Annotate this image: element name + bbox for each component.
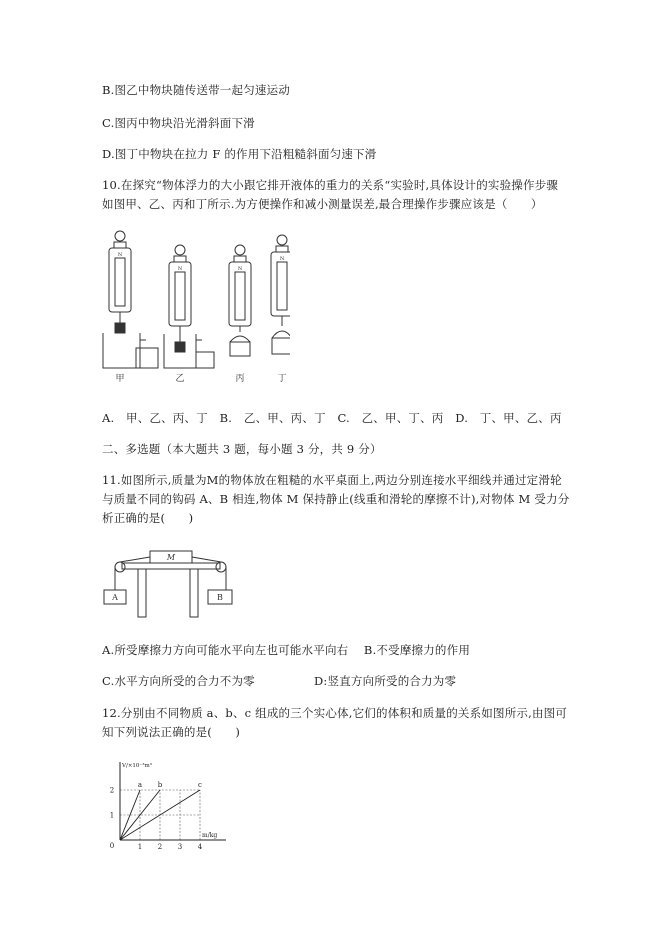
- label-yi: 乙: [175, 374, 185, 384]
- x-tick-label: 4: [197, 843, 203, 850]
- q10-figure: [100, 228, 290, 388]
- series-line-a: [120, 790, 140, 840]
- q10-stem-line1: 10.在探究“物体浮力的大小跟它排开液体的重力的关系“实验时,具体设计的实验操作步骤: [102, 178, 559, 192]
- q12-chart: [100, 758, 230, 850]
- label-jia: 甲: [115, 374, 125, 384]
- q11-stem-line3: 析正确的是( ): [102, 511, 194, 525]
- scale-mark-2: N: [177, 266, 183, 272]
- q10-options: A. 甲、乙、丙、丁 B. 乙、甲、丙、丁 C. 乙、甲、丁、丙 D. 丁、甲、乙、丙: [102, 411, 562, 425]
- series-label-c: c: [198, 781, 202, 789]
- series-label-b: b: [157, 781, 163, 789]
- q11-figure: [100, 545, 240, 620]
- q11-stem-line1: 11.如图所示,质量为M的物体放在粗糙的水平桌面上,两边分别连接水平细线并通过定滑轮: [102, 473, 562, 487]
- weight-b-label: B: [217, 593, 223, 602]
- q11-options-ab: A.所受摩擦力方向可能水平向左也可能水平向右 B.不受摩擦力的作用: [102, 643, 471, 657]
- scale-mark-4: N: [279, 256, 285, 262]
- section-heading: 二、多选题（本大题共 3 题，每小题 3 分，共 9 分）: [102, 442, 382, 456]
- q11-stem-line2: 与质量不同的钩码 A、B 相连,物体 M 保持静止(线重和滑轮的摩擦不计),对物体 M 受力分: [102, 492, 570, 506]
- y-axis-label: V/×10⁻³m³: [122, 763, 152, 769]
- x-tick-label: 1: [137, 843, 143, 850]
- y-tick-label: 2: [109, 786, 115, 795]
- option-c-text: C.图丙中物块沿光滑斜面下滑: [102, 116, 255, 130]
- q11-option-d: D:竖直方向所受的合力为零: [314, 674, 457, 688]
- option-b-text: B.图乙中物块随传送带一起匀速运动: [102, 83, 291, 97]
- scale-mark-3: N: [237, 266, 243, 272]
- label-ding: 丁: [277, 374, 287, 384]
- x-axis-label: m/kg: [202, 832, 218, 839]
- label-bing: 丙: [235, 374, 245, 384]
- q11-option-c: C.水平方向所受的合力不为零: [102, 674, 255, 688]
- q12-stem-line2: 知下列说法正确的是( ): [102, 725, 241, 739]
- q10-stem-line2: 如图甲、乙、丙和丁所示.为方便操作和减小测量误差,最合理操作步骤应该是（ ）: [102, 197, 543, 211]
- origin-label: 0: [109, 842, 115, 850]
- x-tick-label: 2: [157, 843, 163, 850]
- block-m-label: M: [166, 553, 176, 562]
- x-tick-label: 3: [177, 843, 183, 850]
- series-label-a: a: [137, 781, 143, 789]
- weight-a-label: A: [112, 593, 118, 602]
- y-tick-label: 1: [109, 811, 115, 820]
- scale-mark-1: N: [117, 252, 123, 258]
- q12-stem-line1: 12.分别由不同物质 a、b、c 组成的三个实心体,它们的体积和质量的关系如图所示,由图可: [102, 706, 568, 720]
- option-d-text: D.图丁中物块在拉力 F 的作用下沿粗糙斜面匀速下滑: [102, 147, 377, 161]
